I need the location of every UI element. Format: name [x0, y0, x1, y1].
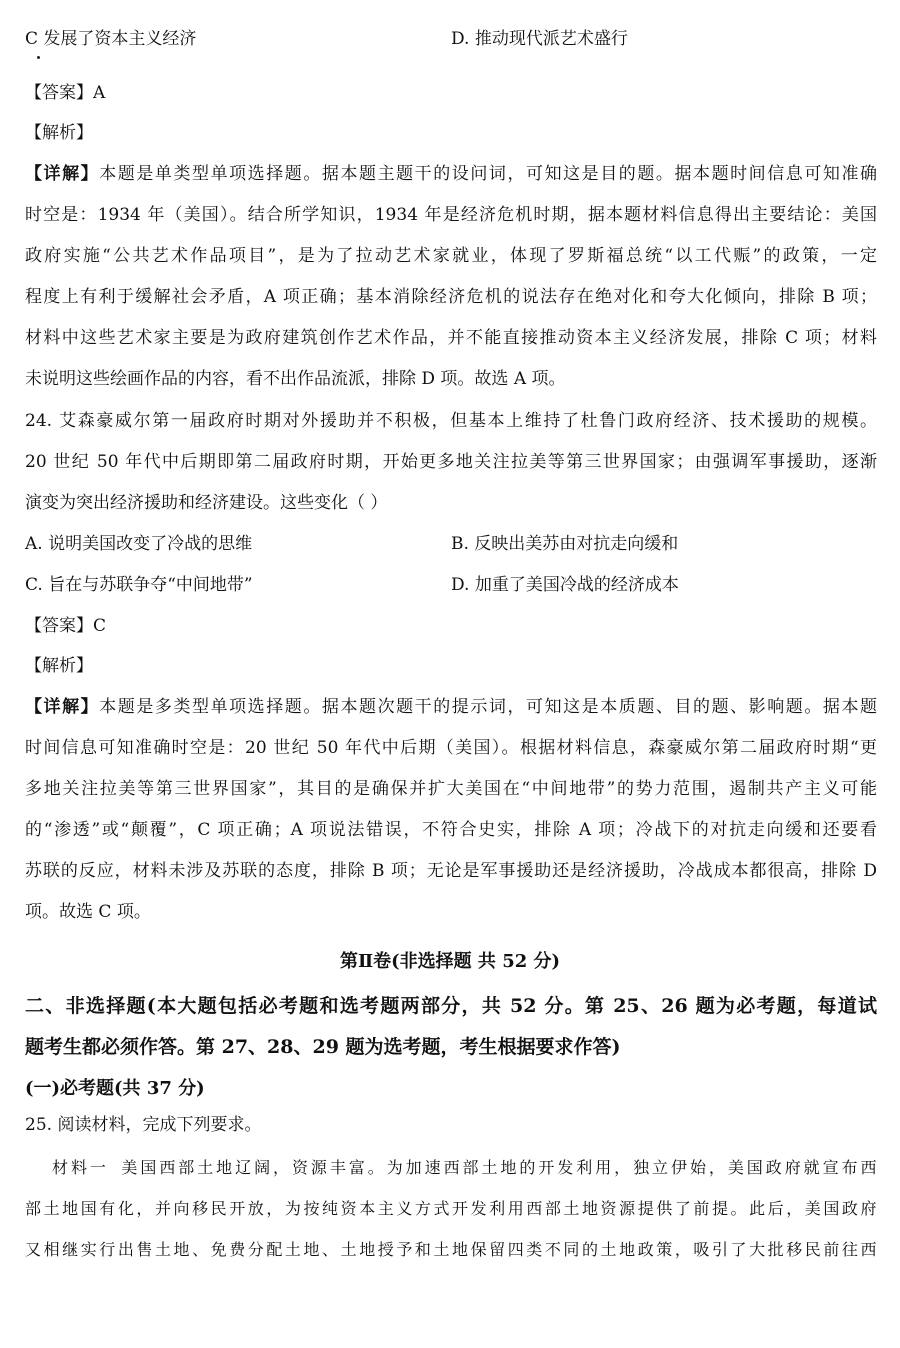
q23-answer: 【答案】A — [25, 83, 106, 103]
section-heading-line-1: 二、非选择题(本大题包括必考题和选考题两部分，共 52 分。第 25、26 题为必考题，每道试 — [25, 995, 877, 1017]
part2-title: 第Ⅱ卷(非选择题 共 52 分) — [339, 951, 561, 972]
q24-option-c: C. 旨在与苏联争夺“中间地带” — [25, 575, 253, 595]
stray-dot — [37, 56, 40, 59]
subsection-heading: (一)必考题(共 37 分) — [25, 1078, 205, 1099]
q24-stem-line-2: 20 世纪 50 年代中后期即第二届政府时期，开始更多地关注拉美等第三世界国家；由强调军事援助，逐渐 — [25, 452, 877, 472]
q24-answer: 【答案】C — [25, 616, 107, 636]
q24-option-d: D. 加重了美国冷战的经济成本 — [451, 575, 679, 595]
q23-detail-line-1: 【详解】本题是单类型单项选择题。据本题主题干的设问词，可知这是目的题。据本题时间信息可知准确 — [25, 164, 878, 184]
q24-detail-label: 【详解】 — [25, 697, 100, 717]
q23-detail-line-4: 程度上有利于缓解社会矛盾，A 项正确；基本消除经济危机的说法存在绝对化和夸大化倾向，排除 B 项； — [25, 287, 877, 307]
material-line-3: 又相继实行出售土地、免费分配土地、土地授予和土地保留四类不同的土地政策，吸引了大批移民前往西 — [25, 1240, 877, 1259]
q23-detail-line-3: 政府实施“公共艺术作品项目”，是为了拉动艺术家就业，体现了罗斯福总统“以工代赈”的政策，一定 — [25, 246, 877, 266]
q24-detail-line-6: 项。故选 C 项。 — [25, 902, 151, 922]
q24-option-b: B. 反映出美苏由对抗走向缓和 — [451, 534, 679, 554]
material-line-1: 材料一 美国西部土地辽阔，资源丰富。为加速西部土地的开发利用，独立伊始，美国政府就宣布西 — [52, 1158, 877, 1177]
q24-analysis-label: 【解析】 — [25, 656, 93, 676]
q24-option-a: A. 说明美国改变了冷战的思维 — [25, 534, 253, 554]
q24-detail-line-5: 苏联的反应，材料未涉及苏联的态度，排除 B 项；无论是军事援助还是经济援助，冷战成本都很高，排除 D — [25, 861, 877, 881]
q23-detail-line-2: 时空是：1934 年（美国）。结合所学知识，1934 年是经济危机时期，据本题材料信息得出主要结论：美国 — [25, 205, 877, 225]
q24-detail-line-2: 时间信息可知准确时空是：20 世纪 50 年代中后期（美国）。根据材料信息，森豪威尔第二届政府时期“更 — [25, 738, 877, 758]
q24-stem-line-1: 24. 艾森豪威尔第一届政府时期对外援助并不积极，但基本上维持了杜鲁门政府经济、技术援助的规模。 — [25, 411, 877, 431]
section-heading-line-2: 题考生都必须作答。第 27、28、29 题为选考题，考生根据要求作答) — [25, 1036, 621, 1058]
q24-detail-line-3: 多地关注拉美等第三世界国家”，其目的是确保并扩大美国在“中间地带”的势力范围，遏制共产主义可能 — [25, 779, 877, 799]
material-line-2: 部土地国有化，并向移民开放，为按纯资本主义方式开发利用西部土地资源提供了前提。此后，美国政府 — [25, 1199, 877, 1218]
q24-detail-line-4: 的“渗透”或“颠覆”，C 项正确；A 项说法错误，不符合史实，排除 A 项；冷战下的对抗走向缓和还要看 — [25, 820, 877, 840]
q25-stem: 25. 阅读材料，完成下列要求。 — [25, 1115, 262, 1135]
q23-detail-line-6: 未说明这些绘画作品的内容，看不出作品流派，排除 D 项。故选 A 项。 — [25, 369, 566, 389]
q23-detail-label: 【详解】 — [25, 164, 100, 184]
q23-detail-line-5: 材料中这些艺术家主要是为政府建筑创作艺术作品，并不能直接推动资本主义经济发展，排除 C 项；材料 — [25, 328, 877, 348]
q23-analysis-label: 【解析】 — [25, 123, 93, 143]
option-d-prev: D. 推动现代派艺术盛行 — [451, 29, 628, 49]
q24-detail-line-1: 【详解】本题是多类型单项选择题。据本题次题干的提示词，可知这是本质题、目的题、影响题。据本题 — [25, 697, 878, 717]
q24-stem-line-3: 演变为突出经济援助和经济建设。这些变化（ ） — [25, 493, 388, 513]
option-c-prev: C 发展了资本主义经济 — [25, 29, 197, 49]
